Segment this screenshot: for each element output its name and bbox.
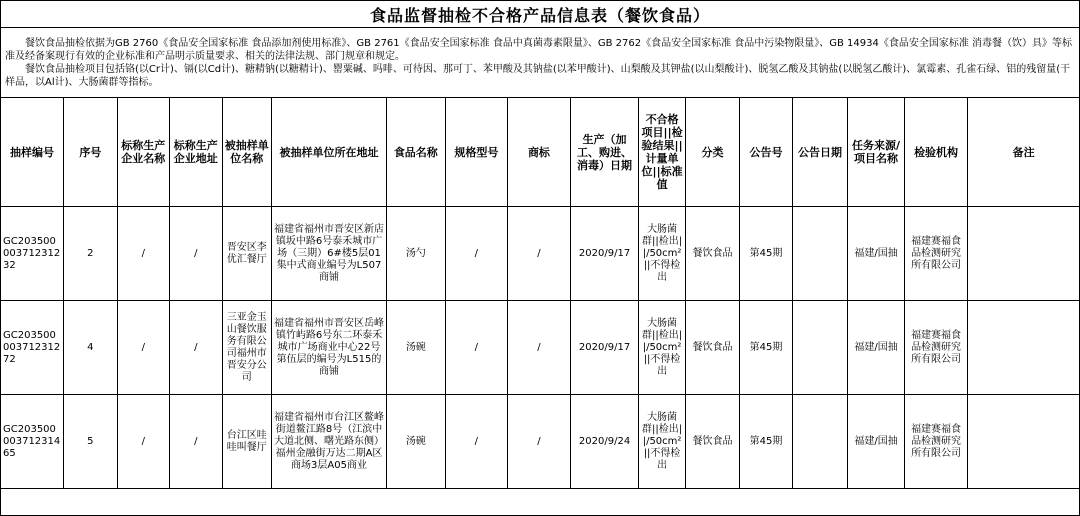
cell-producer-addr: / — [170, 395, 222, 489]
cell-food-name: 汤碗 — [387, 301, 446, 395]
cell-unit-name: 台江区哇哇叫餐厅 — [222, 395, 271, 489]
cell-lab: 福建赛福食品检测研究所有限公司 — [904, 301, 968, 395]
cell-brand: / — [508, 301, 571, 395]
table-row — [1, 301, 1079, 395]
col-producer-name: 标称生产企业名称 — [117, 98, 169, 207]
cell-brand: / — [508, 395, 571, 489]
col-category: 分类 — [685, 98, 740, 207]
cell-producer-name: / — [117, 301, 169, 395]
cell-date: 2020/9/17 — [570, 207, 639, 301]
title-row — [1, 1, 1079, 28]
header-row — [1, 98, 1079, 207]
note-standards: 餐饮食品抽检依据为GB 2760《食品安全国家标准 食品添加剂使用标准》、GB 2761《食品安全国家标准 食品中真菌毒素限量》、GB 2762《食品安全国家标准 食品中污染物限量》、GB 14934《食品安全国家标准 消毒餐（饮）具》等标准及经备案现行有效的企业标准和产品明示质量要求、相关的法律法规、部门规章和规定。 — [5, 38, 1073, 62]
cell-task-source: 福建/国抽 — [848, 301, 905, 395]
note-items: 餐饮食品抽检项目包括铬(以Cr计)、镉(以Cd计)、糖精钠(以糖精计)、罂粟碱、吗啡、可待因、那可丁、苯甲酸及其钠盐(以苯甲酸计)、山梨酸及其钾盐(以山梨酸计)、脱氢乙酸及其钠盐(以脱氢乙酸计)、氯霉素、孔雀石绿、铝的残留量(干样品，以Al计)、大肠菌群等指标。 — [5, 64, 1071, 88]
page-title: 食品监督抽检不合格产品信息表（餐饮食品） — [369, 5, 710, 25]
cell-announce-date — [792, 301, 848, 395]
cell-remark — [968, 395, 1079, 489]
cell-remark — [968, 301, 1079, 395]
cell-announce-date — [792, 395, 848, 489]
cell-lab: 福建赛福食品检测研究所有限公司 — [904, 207, 968, 301]
cell-remark — [968, 207, 1079, 301]
cell-index: 4 — [64, 301, 117, 395]
cell-spec: / — [445, 301, 508, 395]
cell-unit-addr: 福建省福州市晋安区岳峰镇竹屿路6号东二环泰禾城市广场商业中心22号第伍层的编号为L515的商铺 — [271, 301, 386, 395]
col-brand: 商标 — [508, 98, 571, 207]
col-food-name: 食品名称 — [387, 98, 446, 207]
cell-category: 餐饮食品 — [685, 395, 740, 489]
cell-spec: / — [445, 395, 508, 489]
cell-spec: / — [445, 207, 508, 301]
cell-sample-no: GC20350000371231232 — [1, 207, 64, 301]
col-index: 序号 — [64, 98, 117, 207]
cell-announce-no: 第45期 — [740, 395, 792, 489]
cell-index: 5 — [64, 395, 117, 489]
notes-section — [1, 28, 1079, 98]
cell-category: 餐饮食品 — [685, 301, 740, 395]
cell-task-source: 福建/国抽 — [848, 395, 905, 489]
cell-brand: / — [508, 207, 571, 301]
cell-unit-name: 三亚金玉山餐饮服务有限公司福州市晋安分公司 — [222, 301, 271, 395]
cell-unqualified: 大肠菌群||检出||/50cm²||不得检出 — [639, 207, 685, 301]
cell-announce-date — [792, 207, 848, 301]
table-row — [1, 207, 1079, 301]
col-task-source: 任务来源/项目名称 — [848, 98, 905, 207]
col-unqualified: 不合格项目||检验结果||计量单位||标准值 — [639, 98, 685, 207]
cell-unit-name: 晋安区李优汇餐厅 — [222, 207, 271, 301]
cell-unit-addr: 福建省福州市晋安区新店镇坂中路6号泰禾城市广场（三期）6#楼5层01集中式商业编号为L507商铺 — [271, 207, 386, 301]
col-unit-addr: 被抽样单位所在地址 — [271, 98, 386, 207]
table-row — [1, 395, 1079, 489]
cell-lab: 福建赛福食品检测研究所有限公司 — [904, 395, 968, 489]
cell-food-name: 汤碗 — [387, 395, 446, 489]
col-announce-date: 公告日期 — [792, 98, 848, 207]
cell-sample-no: GC20350000371231272 — [1, 301, 64, 395]
cell-announce-no: 第45期 — [740, 301, 792, 395]
cell-index: 2 — [64, 207, 117, 301]
col-producer-addr: 标称生产企业地址 — [170, 98, 222, 207]
cell-producer-name: / — [117, 395, 169, 489]
cell-unqualified: 大肠菌群||检出||/50cm²||不得检出 — [639, 301, 685, 395]
col-spec: 规格型号 — [445, 98, 508, 207]
col-remark: 备注 — [968, 98, 1079, 207]
cell-task-source: 福建/国抽 — [848, 207, 905, 301]
col-unit-name: 被抽样单位名称 — [222, 98, 271, 207]
col-sample-no: 抽样编号 — [1, 98, 64, 207]
col-lab: 检验机构 — [904, 98, 968, 207]
col-announce-no: 公告号 — [740, 98, 792, 207]
col-date: 生产（加工、购进、消毒）日期 — [570, 98, 639, 207]
cell-date: 2020/9/24 — [570, 395, 639, 489]
cell-producer-name: / — [117, 207, 169, 301]
cell-food-name: 汤勺 — [387, 207, 446, 301]
cell-unqualified: 大肠菌群||检出||/50cm²||不得检出 — [639, 395, 685, 489]
cell-category: 餐饮食品 — [685, 207, 740, 301]
cell-producer-addr: / — [170, 207, 222, 301]
results-table — [1, 98, 1079, 489]
cell-producer-addr: / — [170, 301, 222, 395]
cell-sample-no: GC20350000371231465 — [1, 395, 64, 489]
cell-unit-addr: 福建省福州市台江区鳌峰街道鳌江路8号（江滨中大道北侧、曙光路东侧）福州金融街万达二期A区商场3层A05商业 — [271, 395, 386, 489]
cell-announce-no: 第45期 — [740, 207, 792, 301]
cell-date: 2020/9/17 — [570, 301, 639, 395]
